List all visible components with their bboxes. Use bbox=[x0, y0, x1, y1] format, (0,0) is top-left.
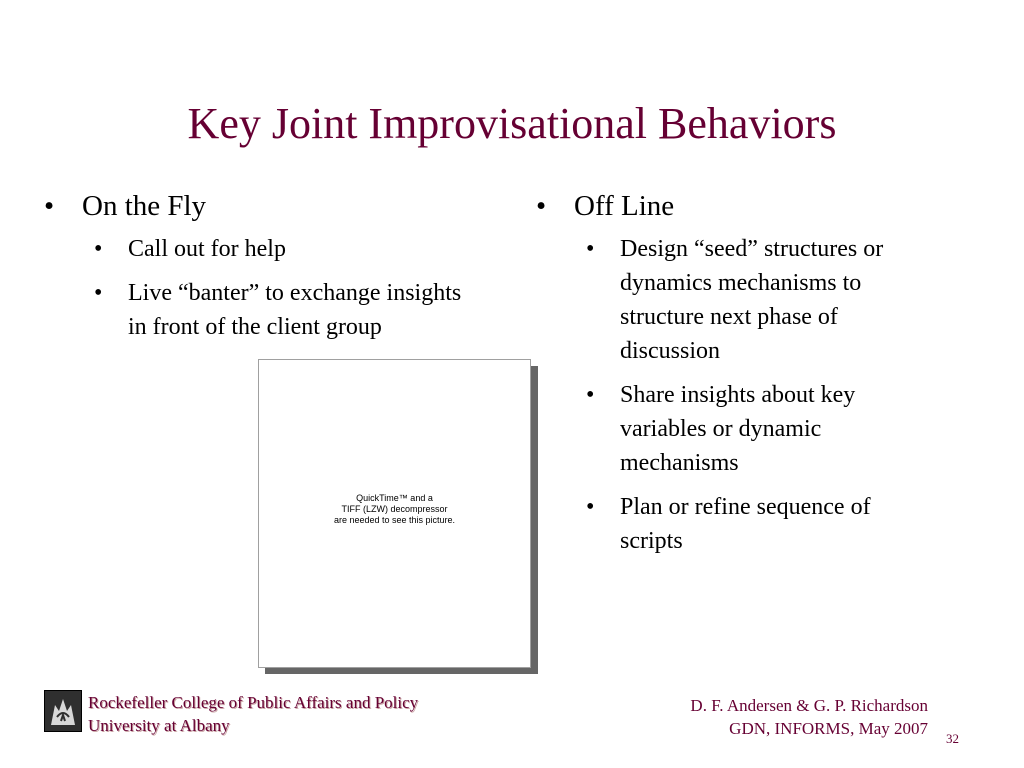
bullet-dot: • bbox=[94, 280, 103, 306]
slide-title: Key Joint Improvisational Behaviors bbox=[187, 99, 837, 148]
event: GDN, INFORMS, May 2007 bbox=[729, 719, 928, 738]
institution-line: Rockefeller College of Public Affairs and Policy bbox=[88, 693, 419, 712]
bullet-heading: Off Line bbox=[574, 190, 675, 222]
sub-bullet bbox=[586, 378, 956, 480]
sub-bullet-text: Live “banter” to exchange insights in front of the client group bbox=[128, 280, 462, 340]
bullet-dot: • bbox=[586, 236, 595, 262]
sub-bullet-text: Call out for help bbox=[128, 236, 286, 262]
university-logo-icon bbox=[44, 690, 82, 732]
quicktime-placeholder-image bbox=[258, 359, 531, 668]
bullet-heading: On the Fly bbox=[82, 190, 207, 222]
right-column bbox=[536, 188, 956, 568]
bullet-dot: • bbox=[94, 236, 103, 262]
placeholder-text bbox=[259, 493, 530, 526]
sub-bullet-text: Share insights about key variables or dynamic mechanisms bbox=[620, 382, 856, 476]
placeholder-line: TIFF (LZW) decompressor bbox=[341, 504, 448, 514]
sub-bullet bbox=[586, 232, 956, 368]
institution-name bbox=[88, 691, 418, 737]
authors: D. F. Andersen & G. P. Richardson bbox=[690, 696, 928, 715]
bullet-on-the-fly bbox=[44, 188, 484, 224]
sub-bullet bbox=[94, 232, 484, 266]
bullet-dot: • bbox=[586, 494, 595, 520]
sub-bullet bbox=[94, 276, 484, 344]
bullet-dot: • bbox=[536, 190, 547, 222]
sub-bullet-text: Plan or refine sequence of scripts bbox=[620, 494, 871, 554]
left-column bbox=[44, 188, 484, 354]
bullet-off-line bbox=[536, 188, 956, 224]
bullet-dot: • bbox=[586, 382, 595, 408]
sub-bullet bbox=[586, 490, 956, 558]
placeholder-line: are needed to see this picture. bbox=[333, 515, 456, 525]
page-number: 32 bbox=[946, 731, 959, 746]
author-credit bbox=[690, 694, 928, 740]
institution-line: University at Albany bbox=[88, 716, 230, 735]
sub-bullet-text: Design “seed” structures or dynamics mechanisms to structure next phase of discussion bbox=[620, 236, 884, 364]
bullet-dot: • bbox=[44, 190, 55, 222]
placeholder-line: QuickTime™ and a bbox=[356, 493, 433, 503]
